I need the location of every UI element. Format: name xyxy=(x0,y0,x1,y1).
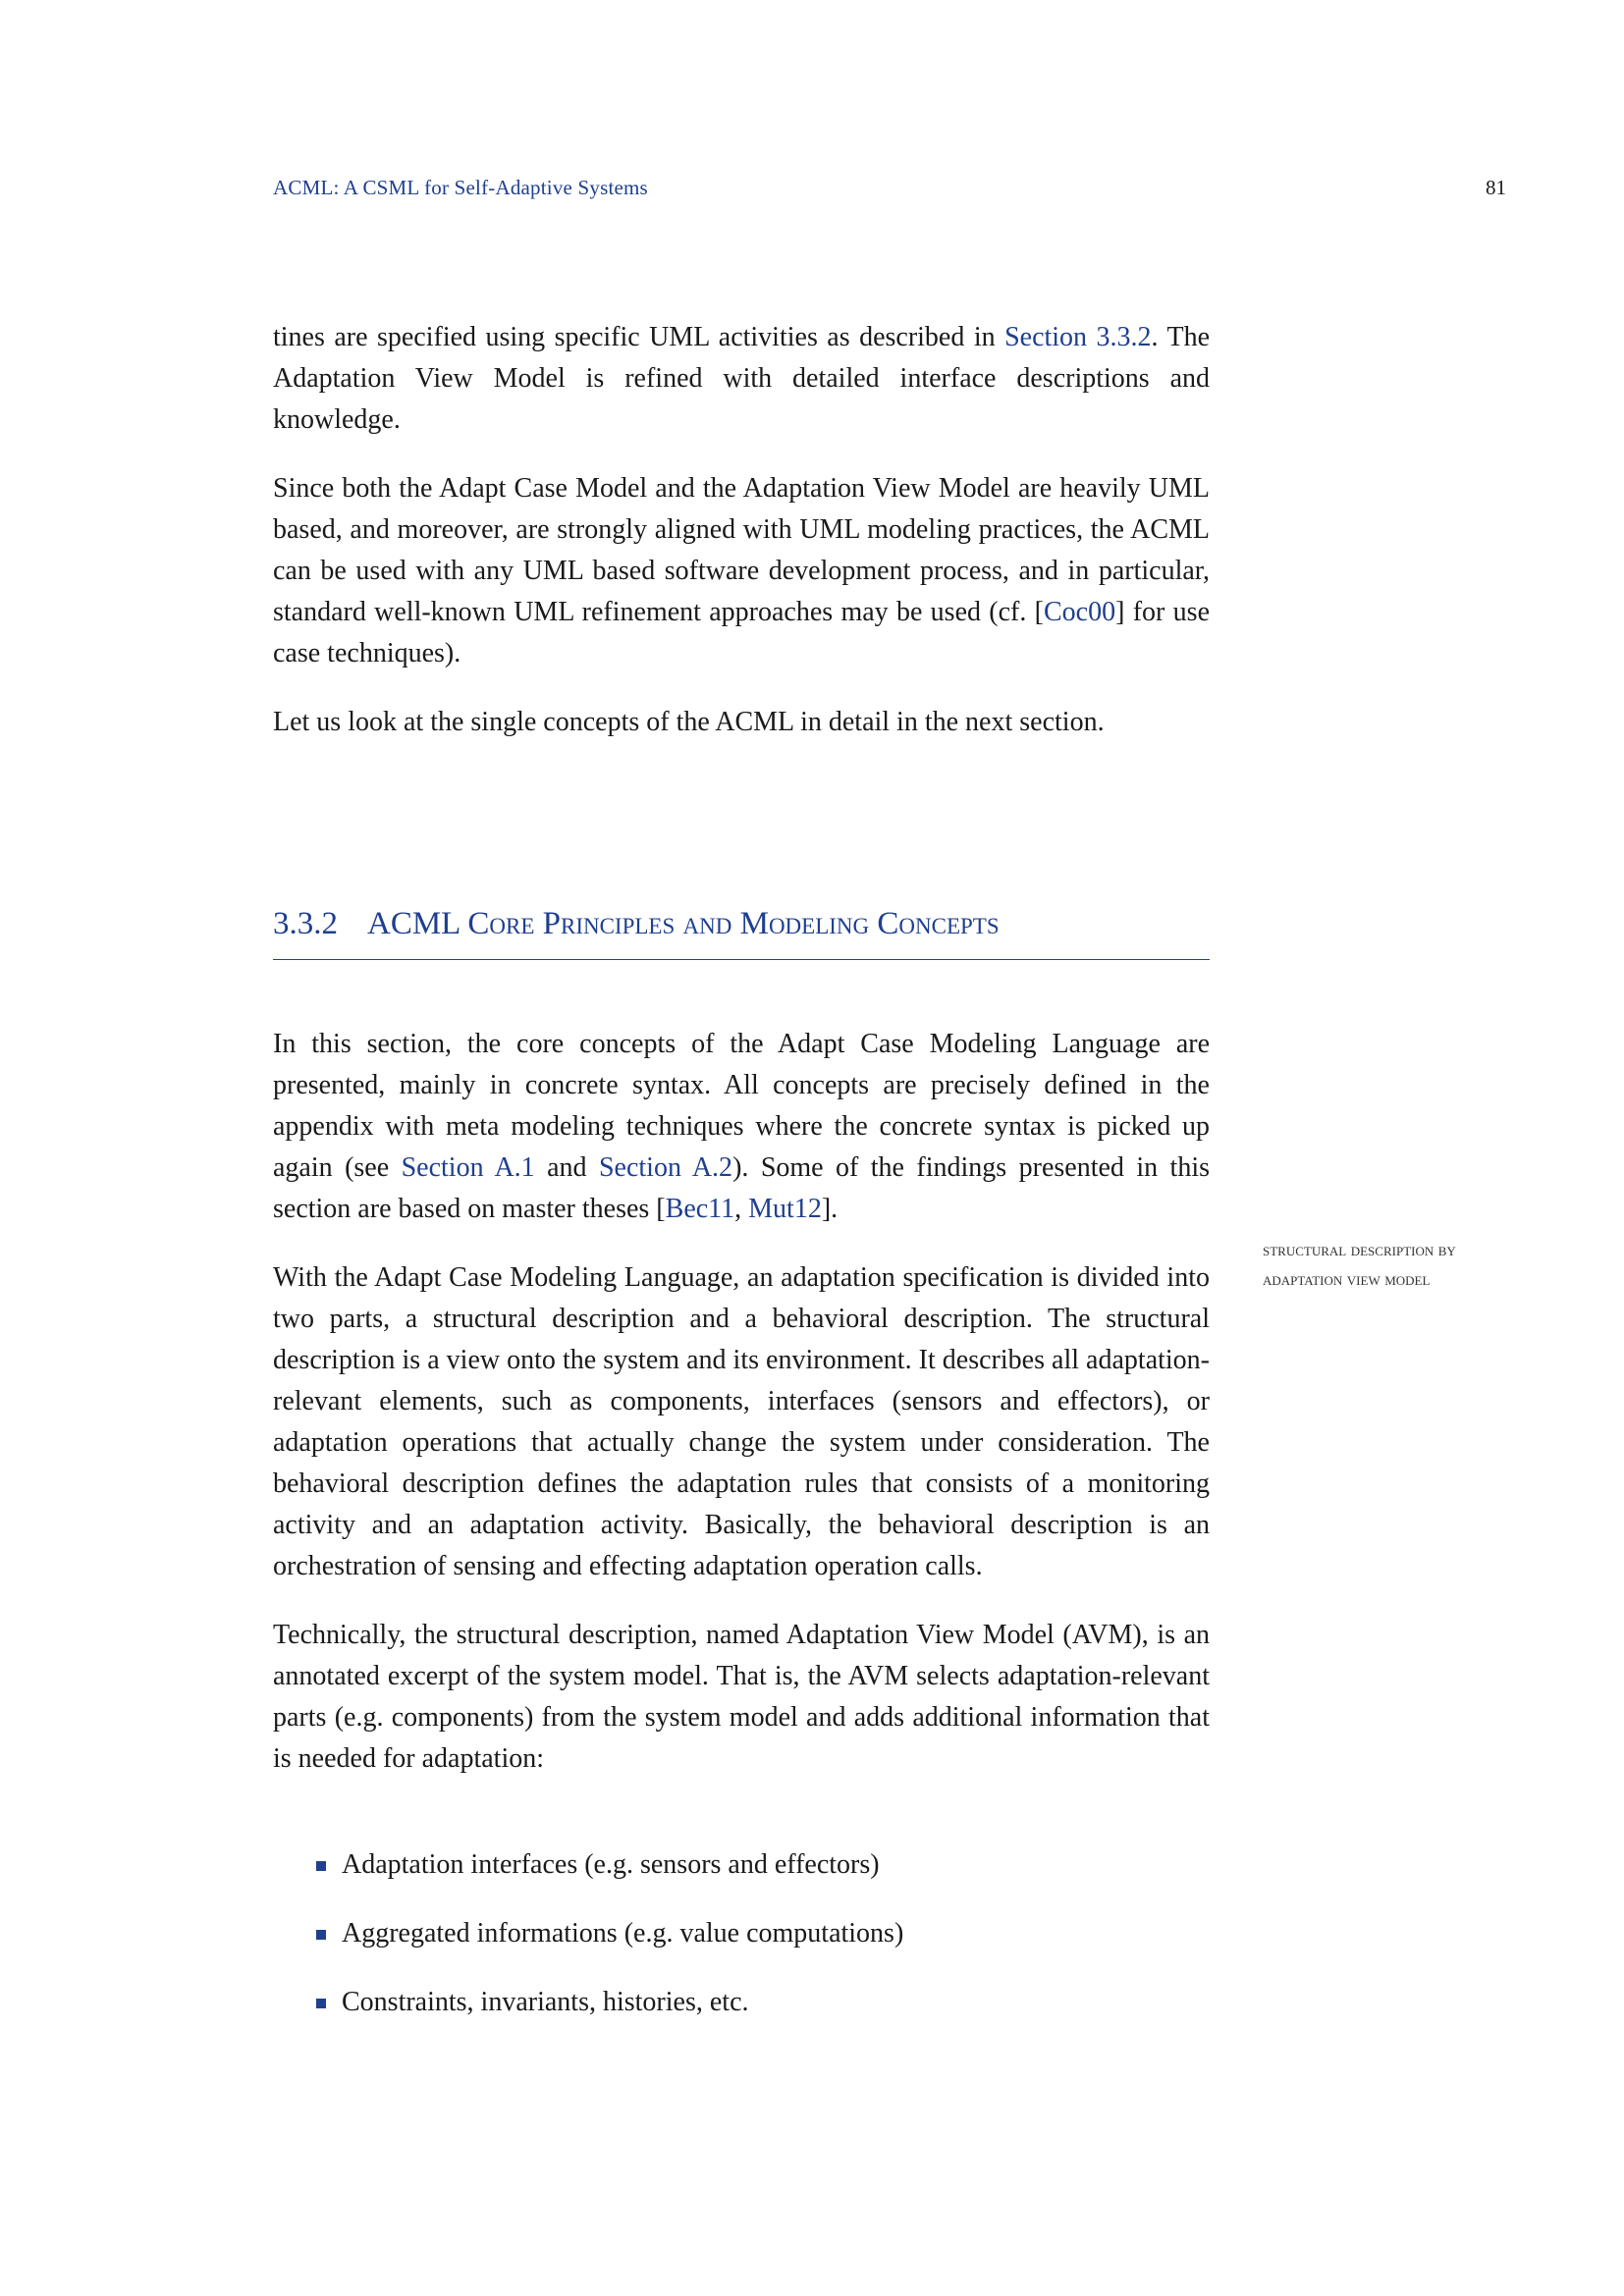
citation-link[interactable]: Coc00 xyxy=(1044,597,1116,627)
margin-note: structural description by adaptation view model xyxy=(1263,1240,1456,1289)
section-title: ACML Core Principles and Modeling Concepts xyxy=(367,906,1000,941)
section-link[interactable]: Section A.2 xyxy=(598,1152,733,1183)
paragraph: Technically, the structural description, named Adaptation View Model (AVM), is an annotated excerpt of the system model. That is, the AVM selects adaptation-relevant parts (e.g. components) from the system model and adds additional information that is needed for adaptation: xyxy=(273,1620,1210,1774)
citation-link[interactable]: Bec11 xyxy=(665,1194,735,1224)
running-head xyxy=(273,173,1506,202)
square-bullet-icon xyxy=(316,1930,326,1940)
citation-link[interactable]: Mut12 xyxy=(748,1194,822,1224)
paragraph: With the Adapt Case Modeling Language, an adaptation specification is divided into two parts, a structural description and a behavioral description. The structural description is a view onto the system and its environment. It describes all adaptation-relevant elements, such as components, interfaces (sensors and effectors), or adaptation operations that actually change the system under consideration. The behavioral description defines the adaptation rules that consists of a monitoring activity and an adaptation activity. Basically, the behavioral description is an orchestration of sensing and effecting adaptation operation calls. xyxy=(273,1262,1210,1581)
list-item: Adaptation interfaces (e.g. sensors and effectors) xyxy=(312,1844,1196,1886)
bullet-list xyxy=(312,1844,1196,2051)
paragraph: In this section, the core concepts of the Adapt Case Modeling Language are presented, mainly in concrete syntax. All concepts are precisely defined in the appendix with meta modeling techniques where the concrete syntax is picked up again (see Section A.1 and Section A.2). Some of the findings presented in this section are based on master theses [Bec11, Mut12]. xyxy=(273,1029,1210,1224)
list-item: Constraints, invariants, histories, etc. xyxy=(312,1982,1196,2023)
section-heading xyxy=(273,896,1210,960)
page-number: 81 xyxy=(1486,176,1506,199)
running-title: ACML: A CSML for Self-Adaptive Systems xyxy=(273,176,648,199)
section-number: 3.3.2 xyxy=(273,906,338,941)
intro-text xyxy=(273,317,1210,743)
square-bullet-icon xyxy=(316,1999,326,2008)
section-link[interactable]: Section 3.3.2 xyxy=(1004,322,1152,352)
paragraph: tines are specified using specific UML activities as described in Section 3.3.2. The Adaptation View Model is refined with detailed interface descriptions and knowledge. xyxy=(273,322,1210,435)
paragraph: Let us look at the single concepts of the ACML in detail in the next section. xyxy=(273,707,1105,737)
list-item: Aggregated informations (e.g. value computations) xyxy=(312,1913,1196,1954)
section-link[interactable]: Section A.1 xyxy=(401,1152,535,1183)
section-body xyxy=(273,1024,1210,1780)
paragraph: Since both the Adapt Case Model and the Adaptation View Model are heavily UML based, and moreover, are strongly aligned with UML modeling practices, the ACML can be used with any UML based software development process, and in particular, standard well-known UML refinement approaches may be used (cf. [Coc00] for use case techniques). xyxy=(273,473,1210,668)
square-bullet-icon xyxy=(316,1861,326,1871)
